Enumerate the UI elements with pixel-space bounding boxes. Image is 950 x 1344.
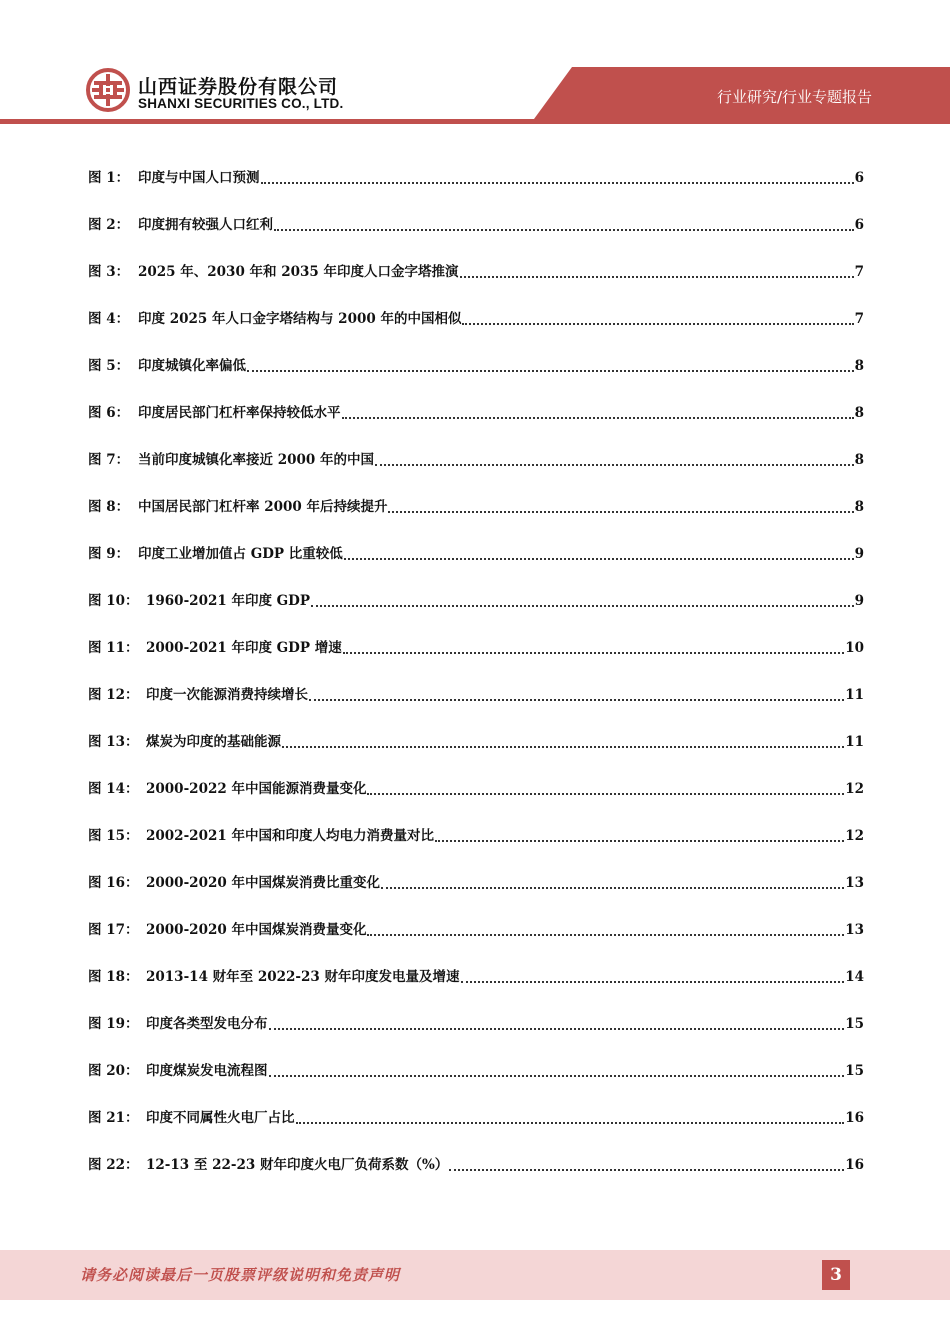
toc-page-number[interactable]: 9 <box>854 546 864 562</box>
toc-figure-title[interactable]: 2000-2020 年中国煤炭消费比重变化 <box>146 875 380 891</box>
toc-entry[interactable] <box>88 166 864 213</box>
toc-page-number[interactable]: 12 <box>845 828 864 844</box>
toc-entry[interactable] <box>88 589 864 636</box>
toc-dot-leader <box>309 683 844 701</box>
toc-dot-leader <box>261 166 854 184</box>
toc-entry[interactable] <box>88 824 864 871</box>
toc-entry[interactable] <box>88 354 864 401</box>
toc-figure-number: 图 1： <box>88 170 130 186</box>
toc-entry[interactable] <box>88 213 864 260</box>
toc-dot-leader <box>344 542 854 560</box>
header-divider <box>0 119 950 124</box>
toc-figure-title[interactable]: 印度与中国人口预测 <box>138 170 260 186</box>
toc-figure-number: 图 14： <box>88 781 139 797</box>
toc-dot-leader <box>462 307 853 325</box>
toc-page-number[interactable]: 8 <box>854 405 864 421</box>
toc-page-number[interactable]: 8 <box>854 358 864 374</box>
toc-dot-leader <box>269 1012 845 1030</box>
toc-figure-number: 图 13： <box>88 734 139 750</box>
toc-dot-leader <box>460 260 854 278</box>
toc-dot-leader <box>367 777 844 795</box>
toc-figure-number: 图 17： <box>88 922 139 938</box>
footer-disclaimer: 请务必阅读最后一页股票评级说明和免责声明 <box>80 1266 401 1284</box>
toc-figure-title[interactable]: 2013-14 财年至 2022-23 财年印度发电量及增速 <box>146 969 460 985</box>
toc-figure-title[interactable]: 印度城镇化率偏低 <box>138 358 246 374</box>
toc-figure-number: 图 7： <box>88 452 130 468</box>
toc-figure-number: 图 19： <box>88 1016 139 1032</box>
toc-dot-leader <box>311 589 854 607</box>
toc-dot-leader <box>461 965 845 983</box>
company-name-en: SHANXI SECURITIES CO., LTD. <box>138 96 344 111</box>
toc-entry[interactable] <box>88 918 864 965</box>
toc-page-number[interactable]: 10 <box>845 640 864 656</box>
toc-entry[interactable] <box>88 1106 864 1153</box>
toc-entry[interactable] <box>88 777 864 824</box>
page-number: 3 <box>822 1260 850 1290</box>
toc-dot-leader <box>375 448 854 466</box>
toc-page-number[interactable]: 13 <box>845 875 864 891</box>
toc-entry[interactable] <box>88 1012 864 1059</box>
toc-figure-title[interactable]: 印度各类型发电分布 <box>146 1016 268 1032</box>
toc-figure-number: 图 8： <box>88 499 130 515</box>
toc-figure-number: 图 2： <box>88 217 130 233</box>
toc-page-number[interactable]: 8 <box>854 499 864 515</box>
toc-entry[interactable] <box>88 871 864 918</box>
toc-figure-title[interactable]: 2000-2022 年中国能源消费量变化 <box>146 781 367 797</box>
toc-entry[interactable] <box>88 1059 864 1106</box>
toc-figure-title[interactable]: 2002-2021 年中国和印度人均电力消费量对比 <box>146 828 434 844</box>
toc-page-number[interactable]: 15 <box>845 1063 864 1079</box>
toc-figure-number: 图 15： <box>88 828 139 844</box>
toc-figure-title[interactable]: 印度居民部门杠杆率保持较低水平 <box>138 405 341 421</box>
toc-figure-number: 图 18： <box>88 969 139 985</box>
toc-dot-leader <box>435 824 844 842</box>
toc-entry[interactable] <box>88 401 864 448</box>
toc-page-number[interactable]: 11 <box>845 734 864 750</box>
toc-dot-leader <box>343 636 844 654</box>
toc-entry[interactable] <box>88 1153 864 1200</box>
toc-entry[interactable] <box>88 965 864 1012</box>
toc-figure-title[interactable]: 12-13 至 22-23 财年印度火电厂负荷系数（%） <box>146 1157 449 1173</box>
toc-figure-title[interactable]: 2000-2020 年中国煤炭消费量变化 <box>146 922 367 938</box>
toc-figure-title[interactable]: 印度煤炭发电流程图 <box>146 1063 268 1079</box>
toc-entry[interactable] <box>88 542 864 589</box>
toc-entry[interactable] <box>88 495 864 542</box>
toc-page-number[interactable]: 16 <box>845 1110 864 1126</box>
toc-figure-title[interactable]: 煤炭为印度的基础能源 <box>146 734 281 750</box>
toc-entry[interactable] <box>88 730 864 777</box>
page-header <box>0 0 950 126</box>
toc-entry[interactable] <box>88 636 864 683</box>
toc-figure-title[interactable]: 印度工业增加值占 GDP 比重较低 <box>138 546 343 562</box>
report-type-label: 行业研究/行业专题报告 <box>716 88 872 106</box>
toc-page-number[interactable]: 9 <box>854 593 864 609</box>
toc-dot-leader <box>381 871 844 889</box>
toc-figure-number: 图 6： <box>88 405 130 421</box>
figure-table-of-contents <box>88 166 864 1200</box>
toc-figure-number: 图 11： <box>88 640 139 656</box>
toc-page-number[interactable]: 16 <box>845 1157 864 1173</box>
toc-dot-leader <box>247 354 854 372</box>
toc-figure-title[interactable]: 中国居民部门杠杆率 2000 年后持续提升 <box>138 499 388 515</box>
toc-figure-number: 图 16： <box>88 875 139 891</box>
toc-entry[interactable] <box>88 260 864 307</box>
toc-page-number[interactable]: 15 <box>845 1016 864 1032</box>
toc-entry[interactable] <box>88 307 864 354</box>
toc-page-number[interactable]: 6 <box>854 170 864 186</box>
toc-figure-number: 图 4： <box>88 311 130 327</box>
toc-figure-number: 图 21： <box>88 1110 139 1126</box>
toc-figure-title[interactable]: 印度 2025 年人口金字塔结构与 2000 年的中国相似 <box>138 311 462 327</box>
toc-figure-number: 图 12： <box>88 687 139 703</box>
toc-page-number[interactable]: 6 <box>854 217 864 233</box>
toc-dot-leader <box>269 1059 845 1077</box>
toc-dot-leader <box>367 918 844 936</box>
toc-page-number[interactable]: 14 <box>845 969 864 985</box>
toc-figure-title[interactable]: 印度不同属性火电厂占比 <box>146 1110 295 1126</box>
toc-dot-leader <box>449 1153 844 1171</box>
toc-figure-number: 图 5： <box>88 358 130 374</box>
toc-figure-title[interactable]: 1960-2021 年印度 GDP <box>146 593 311 609</box>
toc-figure-title[interactable]: 印度拥有较强人口红利 <box>138 217 273 233</box>
toc-figure-number: 图 22： <box>88 1157 139 1173</box>
toc-figure-title[interactable]: 当前印度城镇化率接近 2000 年的中国 <box>138 452 374 468</box>
company-name-cn: 山西证券股份有限公司 <box>138 76 339 98</box>
toc-figure-number: 图 20： <box>88 1063 139 1079</box>
toc-figure-title[interactable]: 印度一次能源消费持续增长 <box>146 687 308 703</box>
toc-entry[interactable] <box>88 448 864 495</box>
toc-page-number[interactable]: 7 <box>854 264 864 280</box>
toc-dot-leader <box>282 730 844 748</box>
toc-figure-title[interactable]: 2000-2021 年印度 GDP 增速 <box>146 640 342 656</box>
toc-figure-number: 图 9： <box>88 546 130 562</box>
toc-page-number[interactable]: 13 <box>845 922 864 938</box>
toc-entry[interactable] <box>88 683 864 730</box>
toc-figure-number: 图 3： <box>88 264 130 280</box>
toc-dot-leader <box>296 1106 845 1124</box>
toc-dot-leader <box>342 401 854 419</box>
toc-page-number[interactable]: 11 <box>845 687 864 703</box>
toc-page-number[interactable]: 12 <box>845 781 864 797</box>
shanxi-securities-logo-icon <box>86 68 130 112</box>
toc-figure-number: 图 10： <box>88 593 139 609</box>
toc-dot-leader <box>274 213 854 231</box>
toc-page-number[interactable]: 8 <box>854 452 864 468</box>
toc-figure-title[interactable]: 2025 年、2030 年和 2035 年印度人口金字塔推演 <box>138 264 459 280</box>
toc-page-number[interactable]: 7 <box>854 311 864 327</box>
toc-dot-leader <box>388 495 853 513</box>
